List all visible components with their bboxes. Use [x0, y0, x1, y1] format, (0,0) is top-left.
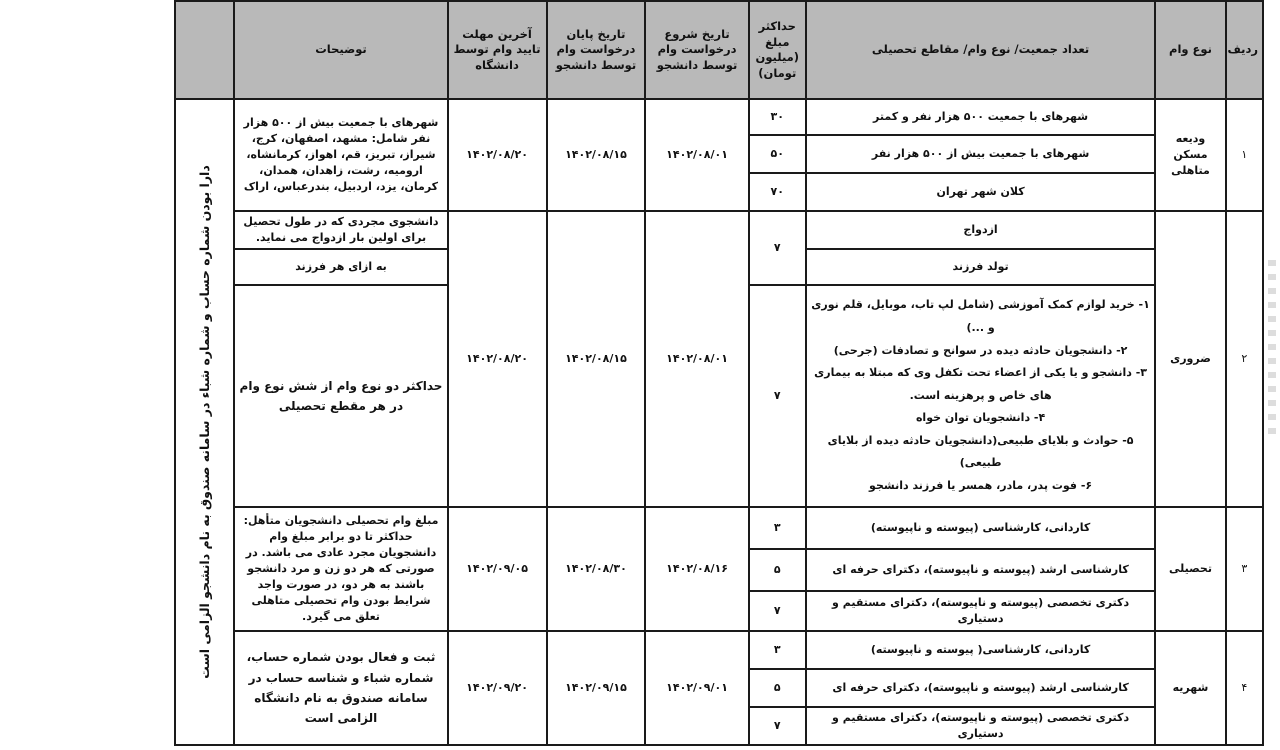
header-end-date: تاریخ پایان درخواست وام توسط دانشجو: [547, 1, 646, 99]
table-row: [175, 631, 1263, 669]
header-row: [175, 1, 1263, 99]
scan-edge-artifact: [1268, 260, 1276, 440]
start-date-cell: ۱۴۰۲/۰۸/۱۶: [645, 507, 748, 631]
end-date-cell: ۱۴۰۲/۰۹/۱۵: [547, 631, 646, 745]
category-cell: کاردانی، کارشناسی (پیوسته و ناپیوسته): [806, 507, 1155, 549]
category-cell: کلان شهر تهران: [806, 173, 1155, 211]
row-number: ۴: [1226, 631, 1263, 745]
table-row: [175, 99, 1263, 135]
category-cell: تولد فرزند: [806, 249, 1155, 285]
header-deadline: آخرین مهلت تایید وام توسط دانشگاه: [448, 1, 547, 99]
category-cell: ازدواج: [806, 211, 1155, 249]
amount-cell: ۷: [749, 707, 806, 745]
amount-cell: ۳: [749, 631, 806, 669]
category-cell: دکتری تخصصی (پیوسته و ناپیوسته)، دکترای مستقیم و دستیاری: [806, 591, 1155, 631]
end-date-cell: ۱۴۰۲/۰۸/۳۰: [547, 507, 646, 631]
deadline-cell: ۱۴۰۲/۰۹/۰۵: [448, 507, 547, 631]
side-note: دارا بودن شماره حساب و شماره شباء در سامانه صندوق به نام دانشجو الزامی است: [196, 165, 212, 679]
description-cell: شهرهای با جمعیت بیش از ۵۰۰ هزار نفر شامل: مشهد، اصفهان، کرج، شیراز، تبریز، قم، اهواز، کرمانشاه، ارومیه، رشت، زاهدان، همدان، کرمان، یزد، اردبیل، بندرعباس، اراک: [234, 99, 447, 211]
category-cell: کارشناسی ارشد (پیوسته و ناپیوسته)، دکترای حرفه ای: [806, 549, 1155, 591]
description-cell: حداکثر دو نوع وام از شش نوع وام در هر مقطع تحصیلی: [234, 285, 447, 507]
row-number: ۳: [1226, 507, 1263, 631]
deadline-cell: ۱۴۰۲/۰۹/۲۰: [448, 631, 547, 745]
row-number: ۱: [1226, 99, 1263, 211]
table-row: [175, 507, 1263, 549]
header-blank: [175, 1, 234, 99]
description-cell: ثبت و فعال بودن شماره حساب، شماره شباء و شناسه حساب در سامانه صندوق به نام دانشگاه الزامی است: [234, 631, 447, 745]
description-cell: به ازای هر فرزند: [234, 249, 447, 285]
header-description: توضیحات: [234, 1, 447, 99]
amount-cell: ۵۰: [749, 135, 806, 173]
loan-type: ودیعه مسکن متاهلی: [1155, 99, 1225, 211]
start-date-cell: ۱۴۰۲/۰۸/۰۱: [645, 99, 748, 211]
amount-cell: ۵: [749, 669, 806, 707]
loan-type: تحصیلی: [1155, 507, 1225, 631]
amount-cell: ۳: [749, 507, 806, 549]
table-row: [175, 211, 1263, 249]
description-cell: مبلغ وام تحصیلی دانشجویان متأهل: حداکثر تا دو برابر مبلغ وام دانشجویان مجرد عادی می باشد. در صورتی که هر دو زن و مرد دانشجو باشند به هر دو، در صورت واجد شرایط بودن وام تحصیلی متاهلی تعلق می گیرد.: [234, 507, 447, 631]
category-cell: کاردانی، کارشناسی( پیوسته و ناپیوسته): [806, 631, 1155, 669]
amount-cell: ۵: [749, 549, 806, 591]
category-cell: شهرهای با جمعیت بیش از ۵۰۰ هزار نفر: [806, 135, 1155, 173]
deadline-cell: ۱۴۰۲/۰۸/۲۰: [448, 99, 547, 211]
amount-cell: ۷: [749, 211, 806, 285]
side-note-cell: [175, 99, 234, 745]
row-number: ۲: [1226, 211, 1263, 507]
end-date-cell: ۱۴۰۲/۰۸/۱۵: [547, 99, 646, 211]
start-date-cell: ۱۴۰۲/۰۹/۰۱: [645, 631, 748, 745]
header-loan-type: نوع وام: [1155, 1, 1225, 99]
amount-cell: ۷: [749, 285, 806, 507]
start-date-cell: ۱۴۰۲/۰۸/۰۱: [645, 211, 748, 507]
amount-cell: ۷: [749, 591, 806, 631]
header-start-date: تاریخ شروع درخواست وام توسط دانشجو: [645, 1, 748, 99]
loan-type: شهریه: [1155, 631, 1225, 745]
end-date-cell: ۱۴۰۲/۰۸/۱۵: [547, 211, 646, 507]
category-cell: ۱- خرید لوازم کمک آموزشی (شامل لپ تاب، موبایل، قلم نوری و ...) ۲- دانشجویان حادثه دیده در سوانح و تصادفات (جرحی) ۳- دانشجو و یا یکی از اعضاء تحت تکفل وی که مبتلا به بیماری های خاص و پرهزینه است. ۴- دانشجویان توان خواه ۵- حوادث و بلایای طبیعی(دانشجویان حادثه دیده از بلایای طبیعی) ۶- فوت پدر، مادر، همسر یا فرزند دانشجو: [806, 285, 1155, 507]
header-category: تعداد جمعیت/ نوع وام/ مقاطع تحصیلی: [806, 1, 1155, 99]
category-cell: دکتری تخصصی (پیوسته و ناپیوسته)، دکترای مستقیم و دستیاری: [806, 707, 1155, 745]
loan-type: ضروری: [1155, 211, 1225, 507]
category-cell: شهرهای با جمعیت ۵۰۰ هزار نفر و کمتر: [806, 99, 1155, 135]
amount-cell: ۳۰: [749, 99, 806, 135]
deadline-cell: ۱۴۰۲/۰۸/۲۰: [448, 211, 547, 507]
description-cell: دانشجوی مجردی که در طول تحصیل برای اولین بار ازدواج می نماید.: [234, 211, 447, 249]
header-row-no: ردیف: [1226, 1, 1263, 99]
loan-schedule-table: [174, 0, 1264, 746]
amount-cell: ۷۰: [749, 173, 806, 211]
category-cell: کارشناسی ارشد (پیوسته و ناپیوسته)، دکترای حرفه ای: [806, 669, 1155, 707]
header-max-amount: حداکثر مبلغ (میلیون تومان): [749, 1, 806, 99]
